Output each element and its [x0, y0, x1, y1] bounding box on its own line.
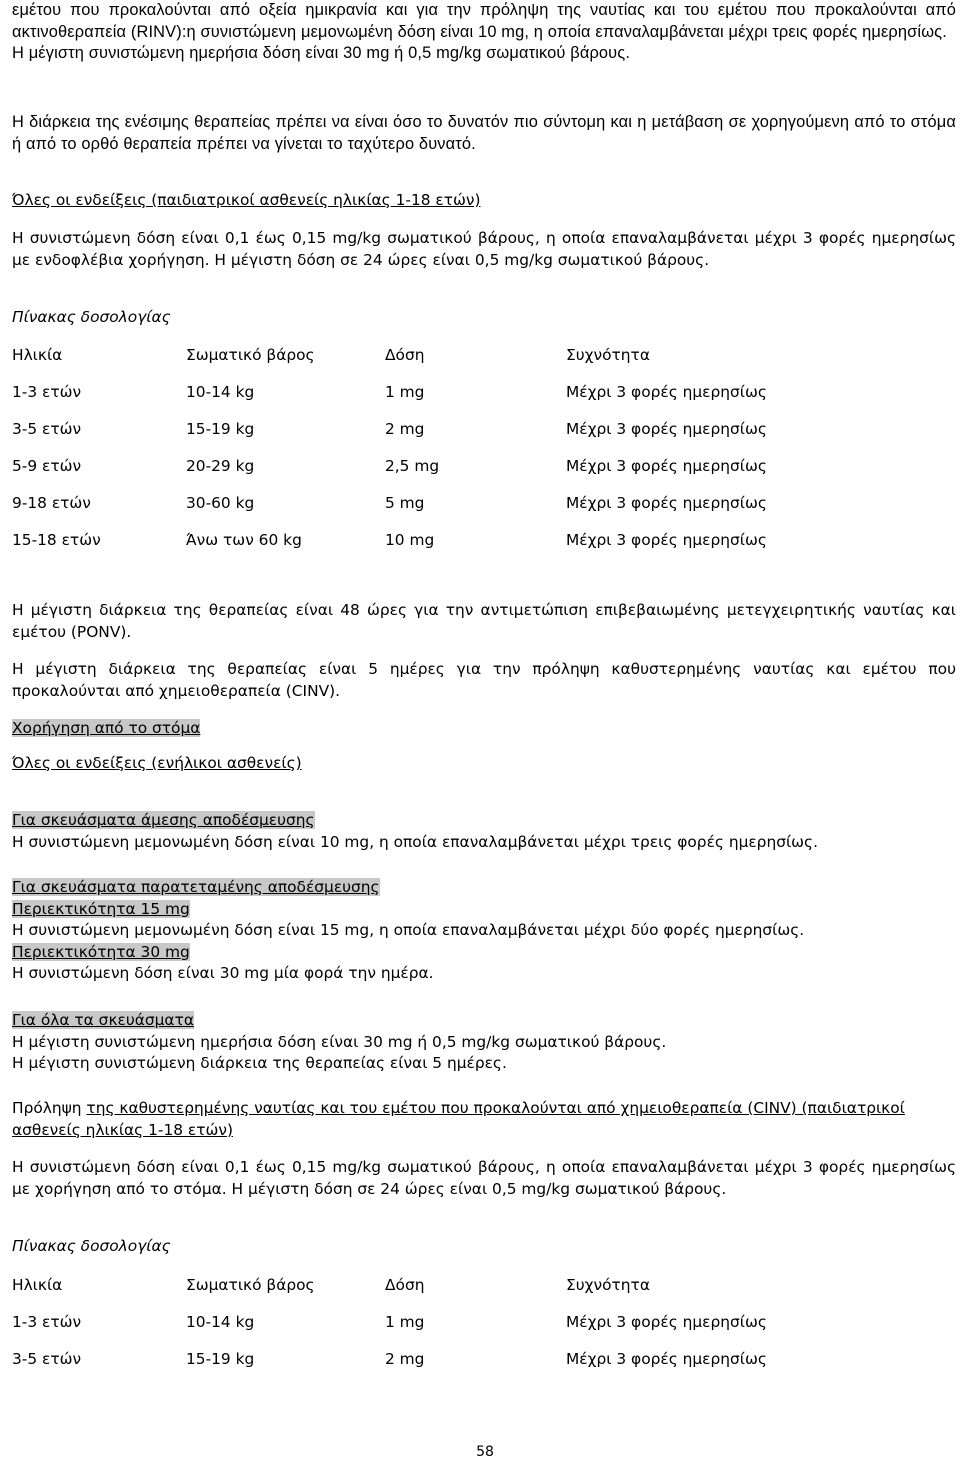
table-cell: 15-18 ετών — [12, 530, 101, 549]
table-cell: Άνω των 60 kg — [186, 530, 302, 549]
all-formulations-heading: Για όλα τα σκευάσματα — [12, 1011, 194, 1029]
table-cell: 5 mg — [385, 493, 425, 512]
table-cell: 5-9 ετών — [12, 456, 82, 475]
peds-iv-dosage-table — [12, 336, 956, 558]
table-cell: Μέχρι 3 φορές ημερησίως — [566, 419, 767, 438]
oral-heading — [12, 718, 956, 740]
table-row — [12, 410, 956, 447]
table-row — [12, 521, 956, 558]
prolonged-release-heading: Για σκευάσματα παρατεταμένης αποδέσμευσης — [12, 878, 380, 896]
immediate-release-section — [12, 810, 956, 853]
table-row — [12, 1303, 956, 1340]
table-cell: 2,5 mg — [385, 456, 440, 475]
table-cell: 20-29 kg — [186, 456, 255, 475]
intro-max-dose: Η μέγιστη συνιστώμενη ημερήσια δόση είναι 30 mg ή 0,5 mg/kg σωματικού βάρους. — [12, 44, 631, 62]
cinv-peds-heading-prefix: Πρόληψη — [12, 1099, 87, 1117]
immediate-release-heading: Για σκευάσματα άμεσης αποδέσμευσης — [12, 811, 315, 829]
table-cell: Μέχρι 3 φορές ημερησίως — [566, 530, 767, 549]
prolonged-release-section — [12, 877, 956, 985]
oral-heading-text: Χορήγηση από το στόμα — [12, 719, 201, 737]
table-cell: 15-19 kg — [186, 419, 255, 438]
strength-15-text: Η συνιστώμενη μεμονωμένη δόση είναι 15 mg, η οποία επαναλαμβάνεται μέχρι δύο φορές ημερησίως. — [12, 921, 805, 939]
table-cell: Μέχρι 3 φορές ημερησίως — [566, 493, 767, 512]
oral-adults-heading: Όλες οι ενδείξεις (ενήλικοι ασθενείς) — [12, 754, 302, 772]
cinv-peds-table-title: Πίνακας δοσολογίας — [12, 1237, 171, 1255]
header-cell-weight: Σωματικό βάρος — [186, 1275, 315, 1294]
cinv-duration-paragraph: Η μέγιστη διάρκεια της θεραπείας είναι 5 ημέρες για την πρόληψη καθυστερημένης ναυτίας και εμέτου που προκαλούνται από χημειοθεραπεία (CINV). — [12, 660, 956, 700]
strength-30-text: Η συνιστώμενη δόση είναι 30 mg μία φορά την ημέρα. — [12, 964, 434, 982]
header-cell-dose: Δόση — [385, 345, 425, 364]
cinv-peds-heading — [12, 1098, 956, 1141]
header-cell-age: Ηλικία — [12, 345, 63, 364]
table-cell: Μέχρι 3 φορές ημερησίως — [566, 456, 767, 475]
table-cell: 1 mg — [385, 382, 425, 401]
table-row — [12, 484, 956, 521]
injection-duration-paragraph: Η διάρκεια της ενέσιμης θεραπείας πρέπει να είναι όσο το δυνατόν πιο σύντομη και η μετάβαση σε χορηγούμενη από το στόμα ή από το ορθό θεραπεία πρέπει να γίνεται το ταχύτερο δυνατό. — [12, 113, 956, 153]
table-cell: 1-3 ετών — [12, 1312, 82, 1331]
peds-iv-dose-paragraph: Η συνιστώμενη δόση είναι 0,1 έως 0,15 mg/kg σωματικού βάρους, η οποία επαναλαμβάνεται μέχρι 3 φορές ημερησίως με ενδοφλέβια χορήγηση. Η μέγιστη δόση σε 24 ώρες είναι 0,5 mg/kg σωματικού βάρους. — [12, 229, 956, 269]
table-row — [12, 447, 956, 484]
intro-text: εμέτου που προκαλούνται από οξεία ημικρανία και για την πρόληψη της ναυτίας και του εμέτου που προκαλούνται από ακτινοθεραπεία (RINV):η συνιστώμενη μεμονωμένη δόση είναι 10 mg, η οποία επαναλαμβάνεται μέχρι τρεις φορές ημερησίως. — [12, 1, 956, 41]
table-cell: 10-14 kg — [186, 1312, 255, 1331]
strength-30-heading: Περιεκτικότητα 30 mg — [12, 942, 190, 961]
peds-iv-heading: Όλες οι ενδείξεις (παιδιατρικοί ασθενείς ηλικίας 1-18 ετών) — [12, 191, 481, 209]
page-number: 58 — [476, 1444, 494, 1460]
header-cell-frequency: Συχνότητα — [566, 345, 650, 364]
table-cell: Μέχρι 3 φορές ημερησίως — [566, 382, 767, 401]
peds-iv-table-title: Πίνακας δοσολογίας — [12, 308, 171, 326]
header-cell-frequency: Συχνότητα — [566, 1275, 650, 1294]
table-cell: Μέχρι 3 φορές ημερησίως — [566, 1312, 767, 1331]
all-formulations-section — [12, 1010, 956, 1075]
table-cell: 1-3 ετών — [12, 382, 82, 401]
table-cell: 15-19 kg — [186, 1349, 255, 1368]
header-cell-dose: Δόση — [385, 1275, 425, 1294]
table-header-row — [12, 1266, 956, 1303]
header-cell-weight: Σωματικό βάρος — [186, 345, 315, 364]
all-formulations-max-duration: Η μέγιστη συνιστώμενη διάρκεια της θεραπείας είναι 5 ημέρες. — [12, 1054, 507, 1072]
cinv-peds-dosage-table — [12, 1266, 956, 1377]
strength-15-heading: Περιεκτικότητα 15 mg — [12, 899, 190, 918]
table-cell: 3-5 ετών — [12, 419, 82, 438]
intro-paragraph — [12, 0, 956, 65]
table-cell: 2 mg — [385, 1349, 425, 1368]
table-row — [12, 373, 956, 410]
immediate-release-text: Η συνιστώμενη μεμονωμένη δόση είναι 10 mg, η οποία επαναλαμβάνεται μέχρι τρεις φορές ημερησίως. — [12, 832, 818, 851]
table-header-row — [12, 336, 956, 373]
cinv-peds-heading-text: της καθυστερημένης ναυτίας και του εμέτου που προκαλούνται από χημειοθεραπεία (CINV) (παιδιατρικοί ασθενείς ηλικίας 1-18 ετών) — [12, 1099, 905, 1139]
header-cell-age: Ηλικία — [12, 1275, 63, 1294]
table-row — [12, 1340, 956, 1377]
table-cell: 2 mg — [385, 419, 425, 438]
table-cell: 3-5 ετών — [12, 1349, 82, 1368]
table-cell: 1 mg — [385, 1312, 425, 1331]
table-cell: 10 mg — [385, 530, 435, 549]
table-cell: 30-60 kg — [186, 493, 255, 512]
all-formulations-max-dose: Η μέγιστη συνιστώμενη ημερήσια δόση είναι 30 mg ή 0,5 mg/kg σωματικού βάρους. — [12, 1032, 667, 1051]
table-cell: 10-14 kg — [186, 382, 255, 401]
table-cell: Μέχρι 3 φορές ημερησίως — [566, 1349, 767, 1368]
table-cell: 9-18 ετών — [12, 493, 91, 512]
cinv-peds-dose-paragraph: Η συνιστώμενη δόση είναι 0,1 έως 0,15 mg/kg σωματικού βάρους, η οποία επαναλαμβάνεται μέχρι 3 φορές ημερησίως με χορήγηση από το στόμα. Η μέγιστη δόση σε 24 ώρες είναι 0,5 mg/kg σωματικού βάρους. — [12, 1158, 956, 1198]
ponv-duration-paragraph: Η μέγιστη διάρκεια της θεραπείας είναι 48 ώρες για την αντιμετώπιση επιβεβαιωμένης μετεγχειρητικής ναυτίας και εμέτου (PONV). — [12, 601, 956, 641]
